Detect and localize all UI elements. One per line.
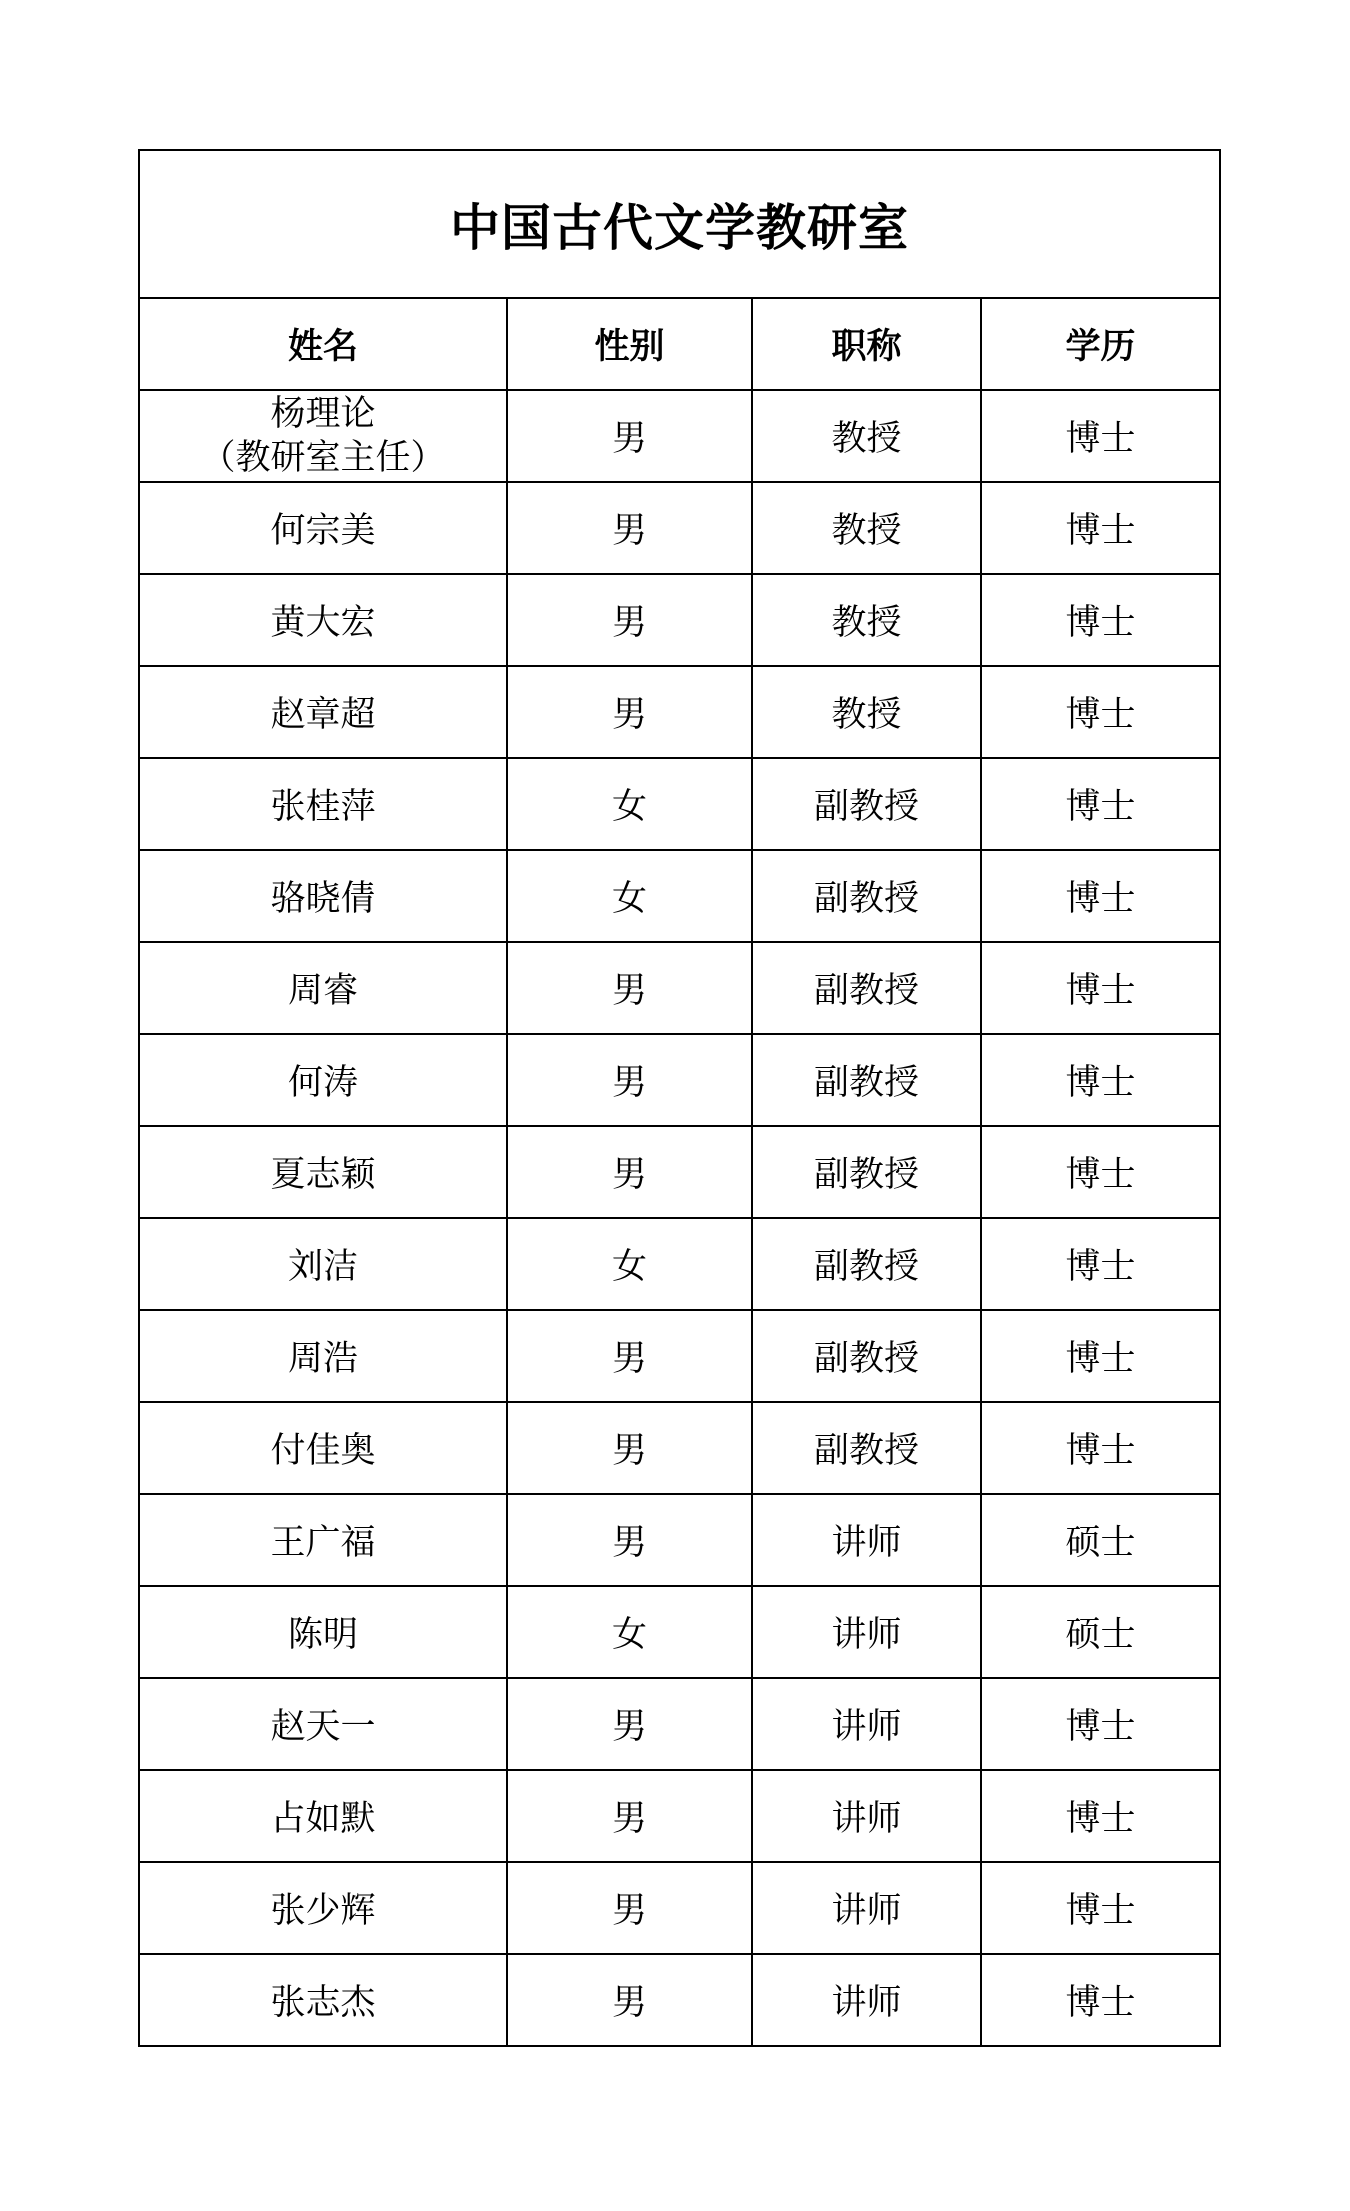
degree-cell: 硕士 xyxy=(981,1494,1220,1586)
name-cell: 张志杰 xyxy=(139,1954,507,2046)
gender-cell: 男 xyxy=(507,1770,752,1862)
name-cell: 占如默 xyxy=(139,1770,507,1862)
degree-cell: 硕士 xyxy=(981,1586,1220,1678)
degree-cell: 博士 xyxy=(981,1218,1220,1310)
table-row xyxy=(139,1862,1220,1954)
name-cell: 付佳奥 xyxy=(139,1402,507,1494)
gender-cell: 男 xyxy=(507,482,752,574)
gender-cell: 男 xyxy=(507,574,752,666)
title-cell: 教授 xyxy=(752,482,981,574)
header-name: 姓名 xyxy=(139,298,507,390)
title-cell: 讲师 xyxy=(752,1862,981,1954)
degree-cell: 博士 xyxy=(981,758,1220,850)
degree-cell: 博士 xyxy=(981,850,1220,942)
header-gender: 性别 xyxy=(507,298,752,390)
name-cell: 何涛 xyxy=(139,1034,507,1126)
gender-cell: 男 xyxy=(507,1494,752,1586)
table-row xyxy=(139,1402,1220,1494)
table-row xyxy=(139,390,1220,482)
gender-cell: 女 xyxy=(507,758,752,850)
gender-cell: 男 xyxy=(507,942,752,1034)
table-row xyxy=(139,1034,1220,1126)
gender-cell: 男 xyxy=(507,1862,752,1954)
table-row xyxy=(139,1770,1220,1862)
table-row xyxy=(139,574,1220,666)
degree-cell: 博士 xyxy=(981,1034,1220,1126)
degree-cell: 博士 xyxy=(981,390,1220,482)
table-row xyxy=(139,1126,1220,1218)
gender-cell: 男 xyxy=(507,1310,752,1402)
title-cell: 副教授 xyxy=(752,942,981,1034)
name-note: （教研室主任） xyxy=(200,438,446,478)
gender-cell: 男 xyxy=(507,1402,752,1494)
title-cell: 教授 xyxy=(752,666,981,758)
header-row xyxy=(139,298,1220,390)
table-row xyxy=(139,758,1220,850)
name-cell: 刘洁 xyxy=(139,1218,507,1310)
gender-cell: 女 xyxy=(507,1586,752,1678)
table-row xyxy=(139,942,1220,1034)
gender-cell: 男 xyxy=(507,1954,752,2046)
name-cell: 王广福 xyxy=(139,1494,507,1586)
gender-cell: 男 xyxy=(507,1126,752,1218)
title-row xyxy=(139,150,1220,298)
degree-cell: 博士 xyxy=(981,1862,1220,1954)
faculty-table xyxy=(138,149,1221,2047)
degree-cell: 博士 xyxy=(981,1678,1220,1770)
title-cell: 讲师 xyxy=(752,1678,981,1770)
degree-cell: 博士 xyxy=(981,942,1220,1034)
title-cell: 教授 xyxy=(752,390,981,482)
name-cell: 周浩 xyxy=(139,1310,507,1402)
table-title: 中国古代文学教研室 xyxy=(139,150,1220,298)
table-row xyxy=(139,1494,1220,1586)
name-cell: 张桂萍 xyxy=(139,758,507,850)
degree-cell: 博士 xyxy=(981,1954,1220,2046)
degree-cell: 博士 xyxy=(981,666,1220,758)
title-cell: 副教授 xyxy=(752,1218,981,1310)
name-cell: 张少辉 xyxy=(139,1862,507,1954)
name-text: 杨理论 xyxy=(270,394,376,434)
gender-cell: 女 xyxy=(507,1218,752,1310)
name-cell: 赵天一 xyxy=(139,1678,507,1770)
header-degree: 学历 xyxy=(981,298,1220,390)
header-title: 职称 xyxy=(752,298,981,390)
degree-cell: 博士 xyxy=(981,574,1220,666)
table-row xyxy=(139,482,1220,574)
table-row xyxy=(139,1586,1220,1678)
title-cell: 讲师 xyxy=(752,1770,981,1862)
gender-cell: 男 xyxy=(507,666,752,758)
gender-cell: 女 xyxy=(507,850,752,942)
title-cell: 讲师 xyxy=(752,1954,981,2046)
name-cell: 何宗美 xyxy=(139,482,507,574)
name-cell: 夏志颖 xyxy=(139,1126,507,1218)
gender-cell: 男 xyxy=(507,1678,752,1770)
name-cell xyxy=(139,390,507,482)
table-row xyxy=(139,666,1220,758)
table-row xyxy=(139,1218,1220,1310)
title-cell: 副教授 xyxy=(752,1126,981,1218)
degree-cell: 博士 xyxy=(981,1310,1220,1402)
name-cell: 周睿 xyxy=(139,942,507,1034)
title-cell: 教授 xyxy=(752,574,981,666)
table-row xyxy=(139,1310,1220,1402)
gender-cell: 男 xyxy=(507,390,752,482)
degree-cell: 博士 xyxy=(981,1770,1220,1862)
title-cell: 讲师 xyxy=(752,1494,981,1586)
title-cell: 讲师 xyxy=(752,1586,981,1678)
table-row xyxy=(139,1954,1220,2046)
name-cell: 黄大宏 xyxy=(139,574,507,666)
name-cell: 骆晓倩 xyxy=(139,850,507,942)
name-cell: 陈明 xyxy=(139,1586,507,1678)
title-cell: 副教授 xyxy=(752,1034,981,1126)
name-cell: 赵章超 xyxy=(139,666,507,758)
title-cell: 副教授 xyxy=(752,1310,981,1402)
gender-cell: 男 xyxy=(507,1034,752,1126)
degree-cell: 博士 xyxy=(981,482,1220,574)
degree-cell: 博士 xyxy=(981,1126,1220,1218)
table-row xyxy=(139,850,1220,942)
title-cell: 副教授 xyxy=(752,1402,981,1494)
table-row xyxy=(139,1678,1220,1770)
degree-cell: 博士 xyxy=(981,1402,1220,1494)
title-cell: 副教授 xyxy=(752,758,981,850)
title-cell: 副教授 xyxy=(752,850,981,942)
